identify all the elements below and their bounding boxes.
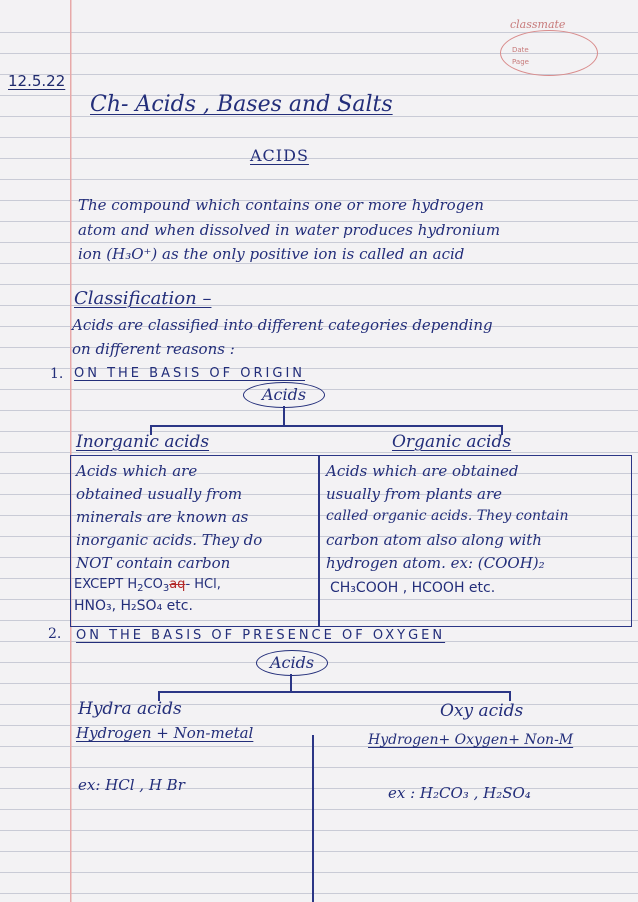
inorganic-except-line: EXCEPT $H_2CO_3aq-$ HCl, bbox=[74, 577, 221, 594]
basis2-stem bbox=[290, 674, 292, 692]
organic-line-4: carbon atom also along with bbox=[326, 531, 542, 549]
basis2-branch-line bbox=[158, 691, 510, 693]
hydra-example: ex: HCl , H Br bbox=[78, 776, 185, 794]
definition-line-1: The compound which contains one or more hydrogen bbox=[78, 196, 484, 214]
classification-heading: Classification – bbox=[74, 288, 212, 309]
basis1-branch-line bbox=[150, 425, 502, 427]
basis2-heading: ON THE BASIS OF PRESENCE OF OXYGEN bbox=[76, 628, 446, 643]
basis1-table-divider bbox=[318, 455, 320, 627]
inorganic-line-4: inorganic acids. They do bbox=[76, 531, 263, 549]
hydra-title: Hydra acids bbox=[78, 699, 182, 719]
inorganic-line-1: Acids which are bbox=[76, 462, 198, 480]
note-date: 12.5.22 bbox=[8, 72, 66, 90]
organic-line-2: usually from plants are bbox=[326, 485, 503, 503]
definition-line-3: ion (H₃O⁺) as the only positive ion is called an acid bbox=[78, 245, 465, 263]
basis1-stem bbox=[283, 406, 285, 426]
oxy-example: ex : H₂CO₃ , H₂SO₄ bbox=[388, 784, 531, 802]
oxy-definition: Hydrogen+ Oxygen+ Non-M bbox=[368, 732, 574, 748]
except-rest: - HCl, bbox=[185, 577, 221, 592]
chapter-title: Ch- Acids , Bases and Salts bbox=[90, 92, 393, 117]
basis1-root-label: Acids bbox=[243, 382, 325, 408]
inorganic-line-3: minerals are known as bbox=[76, 508, 249, 526]
definition-line-2: atom and when dissolved in water produces hydronium bbox=[78, 221, 501, 239]
classification-line-2: on different reasons : bbox=[72, 340, 235, 358]
hydra-definition: Hydrogen + Non-metal bbox=[76, 724, 254, 742]
stamp-date-label: Date bbox=[512, 46, 529, 54]
organic-line-3: called organic acids. They contain bbox=[326, 508, 569, 524]
except-prefix: EXCEPT H bbox=[74, 577, 138, 592]
basis2-root-label: Acids bbox=[256, 650, 328, 676]
organic-title: Organic acids bbox=[392, 432, 512, 452]
classification-line-1: Acids are classified into different categories depending bbox=[72, 316, 493, 334]
section-title: ACIDS bbox=[250, 146, 309, 165]
oxy-title: Oxy acids bbox=[440, 701, 524, 721]
organic-line-5: hydrogen atom. ex: (COOH)₂ bbox=[326, 554, 545, 572]
inorganic-line-5: NOT contain carbon bbox=[76, 554, 231, 572]
basis2-number: 2. bbox=[48, 626, 62, 642]
organic-last-line: CH₃COOH , HCOOH etc. bbox=[330, 580, 496, 596]
stamp-page-label: Page bbox=[512, 58, 529, 66]
stamp-brand-text: classmate bbox=[510, 18, 566, 31]
organic-line-1: Acids which are obtained bbox=[326, 462, 519, 480]
basis1-number: 1. bbox=[50, 366, 64, 382]
basis2-column-divider bbox=[312, 735, 314, 902]
inorganic-title: Inorganic acids bbox=[76, 432, 210, 452]
except-struck-text: aq bbox=[169, 577, 186, 592]
inorganic-line-2: obtained usually from bbox=[76, 485, 243, 503]
basis2-right-drop bbox=[509, 691, 511, 701]
inorganic-last-line: HNO₃, H₂SO₄ etc. bbox=[74, 598, 193, 614]
basis1-heading: ON THE BASIS OF ORIGIN bbox=[74, 366, 306, 381]
